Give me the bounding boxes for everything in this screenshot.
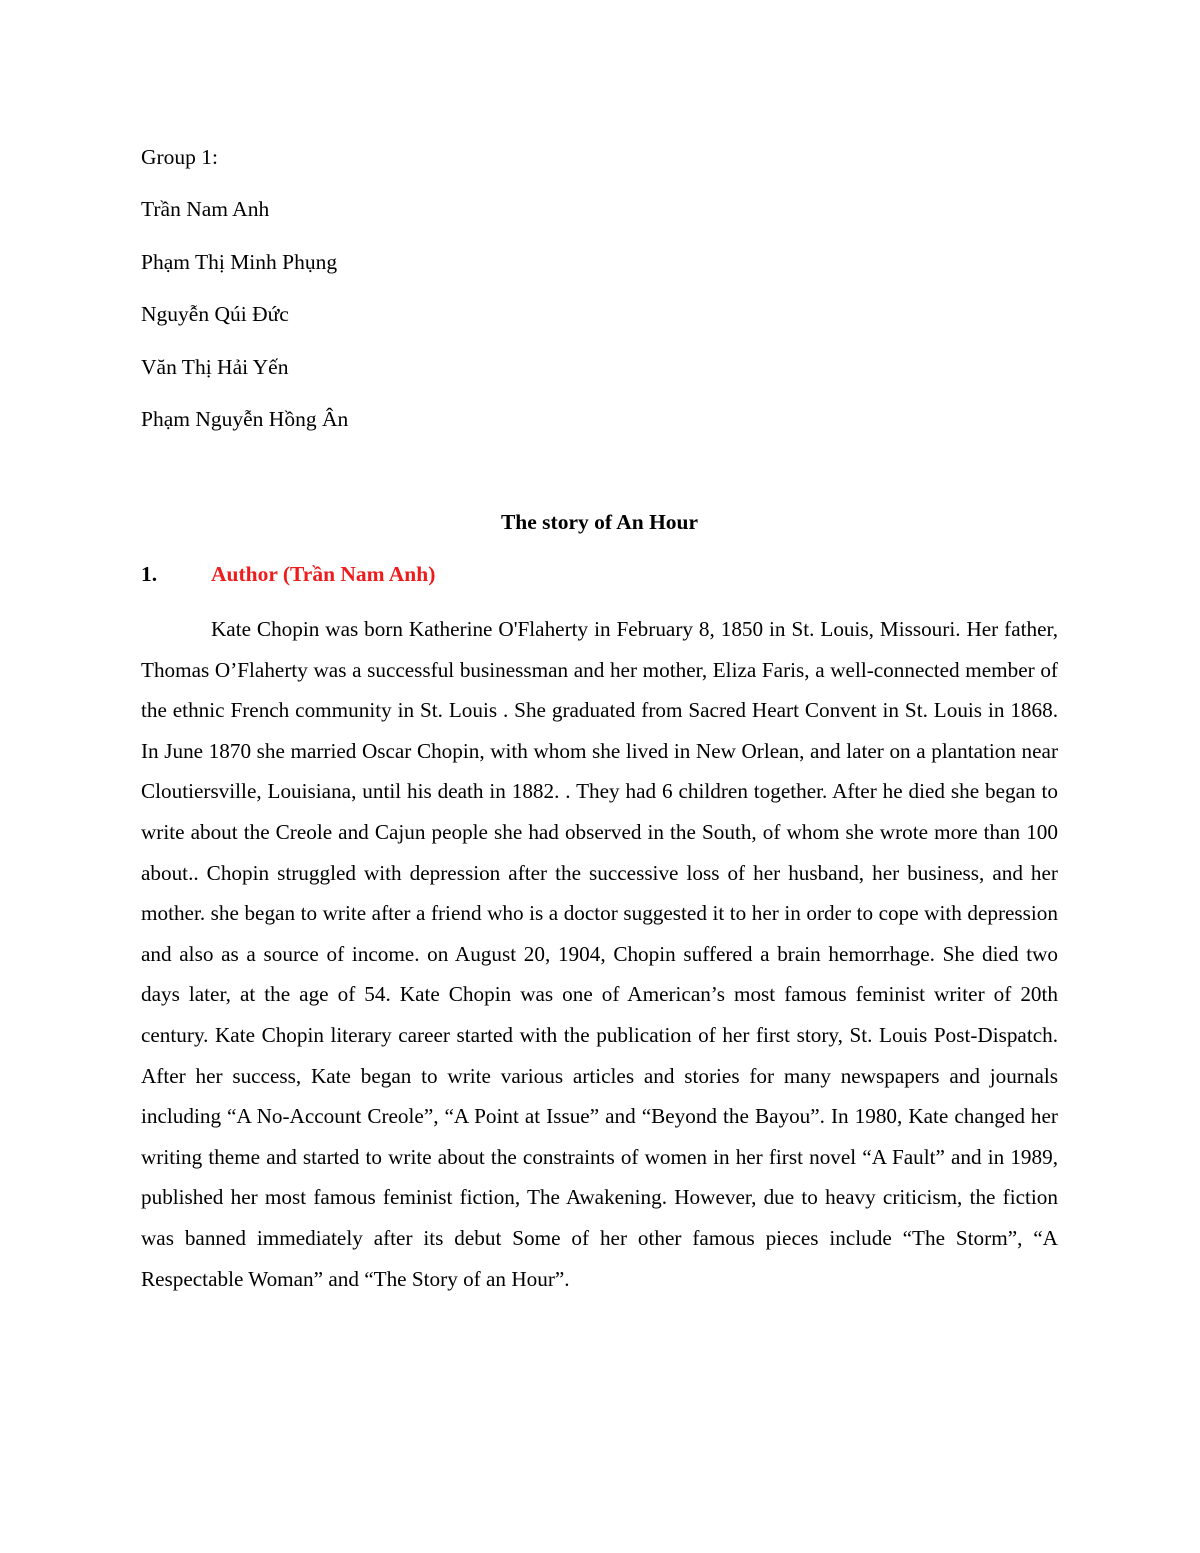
- document-title: The story of An Hour: [500, 510, 699, 534]
- section-heading: [141, 557, 1058, 591]
- group-label: Group 1:: [141, 145, 219, 169]
- group-member: Nguyễn Qúi Đức: [141, 302, 289, 327]
- section-title: Author (Trần Nam Anh): [211, 562, 436, 586]
- group-member: Trần Nam Anh: [141, 197, 270, 222]
- group-member: Văn Thị Hải Yến: [141, 354, 289, 379]
- group-member: Phạm Thị Minh Phụng: [141, 249, 338, 274]
- group-members-block: [141, 140, 841, 454]
- section-body-paragraph: Kate Chopin was born Katherine O'Flaherty in February 8, 1850 in St. Louis, Missouri. Her father, Thomas O’Flaherty was a successful businessman and her mother, Eliza Faris, a well-connected member of the ethnic French community in St. Louis . She graduated from Sacred Heart Convent in St. Louis in 1868. In June 1870 she married Oscar Chopin, with whom she lived in New Orlean, and later on a plantation near Cloutiersville, Louisiana, until his death in 1882. . They had 6 children together. After he died she began to write about the Creole and Cajun people she had observed in the South, of whom she wrote more than 100 about.. Chopin struggled with depression after the successive loss of her husband, her business, and her mother. she began to write after a friend who is a doctor suggested it to her in order to cope with depression and also as a source of income. on August 20, 1904, Chopin suffered a brain hemorrhage. She died two days later, at the age of 54. Kate Chopin was one of American’s most famous feminist writer of 20th century. Kate Chopin literary career started with the publication of her first story, St. Louis Post-Dispatch. After her success, Kate began to write various articles and stories for many newspapers and journals including “A No-Account Creole”, “A Point at Issue” and “Beyond the Bayou”. In 1980, Kate changed her writing theme and started to write about the constraints of women in her first novel “A Fault” and in 1989, published her most famous feminist fiction, The Awakening. However, due to heavy criticism, the fiction was banned immediately after its debut Some of her other famous pieces include “The Storm”, “A Respectable Woman” and “The Story of an Hour”.: [141, 617, 1058, 1291]
- group-member: Phạm Nguyễn Hồng Ân: [141, 406, 349, 431]
- section-number: 1.: [141, 562, 158, 586]
